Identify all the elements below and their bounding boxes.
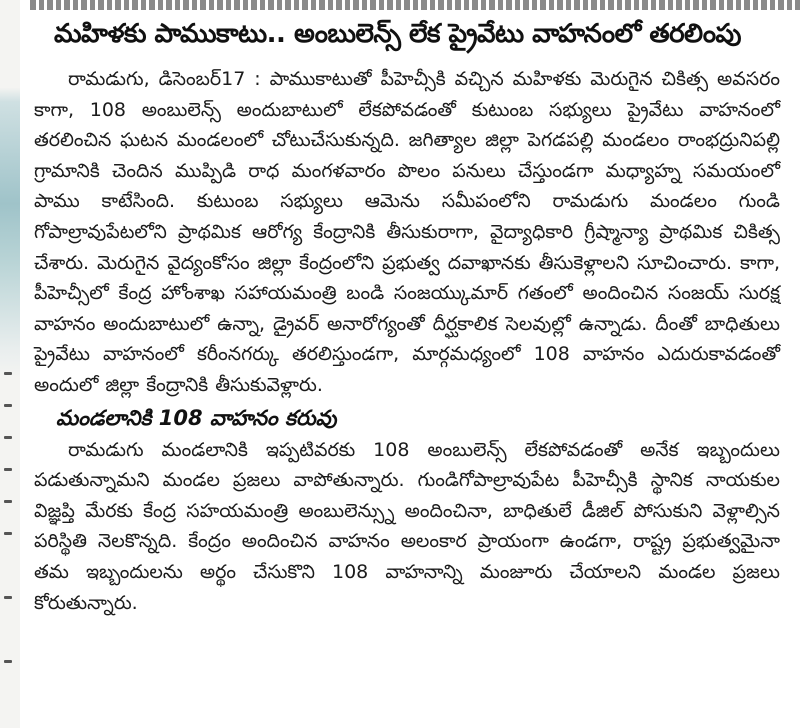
article-paragraph-1: రామడుగు, డిసెంబర్17 : పాముకాటుతో పీహెచ్సీకి వచ్చిన మహిళకు మెరుగైన చికిత్స అవసరం కాగా, 108 అంబులెన్స్ అందుబాటులో లేకపోవడంతో కుటుంబ సభ్యులు ప్రైవేటు వాహనంలో తరలించిన ఘటన మండలంలో చోటుచేసుకున్నది. జగిత్యాల జిల్లా పెగడపల్లి మండలం రాంభద్రునిపల్లి గ్రామానికి చెందిన ముప్పిడి రాధ మంగళవారం పొలం పనులు చేస్తుండగా మధ్యాహ్న సమయంలో పాము కాటేసింది. కుటుంబ సభ్యులు ఆమెను సమీపంలోని రామడుగు మండలం గుండి గోపాల్రావుపేటలోని ప్రాథమిక ఆరోగ్య కేంద్రానికి తీసుకురాగా, వైద్యాధికారి గ్రీష్మాన్యా ప్రాథమిక చికిత్స చేశారు. మెరుగైన వైద్యంకోసం జిల్లా కేంద్రంలోని ప్రభుత్వ దవాఖానకు తీసుకెళ్లాలని సూచించారు. కాగా, పీహెచ్సీలో కేంద్ర హోంశాఖ సహాయమంత్రి బండి సంజయ్కుమార్ గతంలో అందించిన సంజయ్ సురక్ష వాహనం అందుబాటులో ఉన్నా, డ్రైవర్ అనారోగ్యంతో దీర్ఘకాలిక సెలవుల్లో ఉన్నాడు. దీంతో బాధితులు ప్రైవేటు వాహనంలో కరీంనగర్కు తరలిస్తుండగా, మార్గమధ్యంలో 108 వాహనం ఎదురుకావడంతో అందులో జిల్లా కేంద్రానికి తీసుకువెళ్లారు. xyxy=(34,68,780,396)
text-fragment xyxy=(4,372,12,375)
text-fragment xyxy=(4,500,12,503)
text-fragment xyxy=(4,596,12,599)
article-subheading: మండలానికి 108 వాహనం కరువు xyxy=(56,405,337,430)
news-article xyxy=(34,14,780,618)
cropped-previous-line xyxy=(30,0,800,10)
article-paragraph-2: రామడుగు మండలానికి ఇప్పటివరకు 108 అంబులెన్స్ లేకపోవడంతో అనేక ఇబ్బందులు పడుతున్నామని మండల ప్రజలు వాపోతున్నారు. గుండిగోపాల్రావుపేట పీహెచ్సీకి స్థానిక నాయకుల విజ్ఞప్తి మేరకు కేంద్ర సహయమంత్రి అంబులెన్స్ను అందించినా, బాధితులే డీజిల్ పోసుకుని వెళ్లాల్సిన పరిస్థితి నెలకొన్నది. కేంద్రం అందించిన వాహనం అలంకార ప్రాయంగా ఉండగా, రాష్ట్ర ప్రభుత్వమైనా తమ ఇబ్బందులను అర్థం చేసుకొని 108 వాహనాన్ని మంజూరు చేయాలని మండల ప్రజలు కోరుతున్నారు. xyxy=(34,438,780,614)
text-fragment xyxy=(4,436,12,439)
text-fragment xyxy=(4,660,12,663)
text-fragment xyxy=(4,468,12,471)
adjacent-column-fragment xyxy=(0,0,20,728)
text-fragment xyxy=(4,532,12,535)
text-fragment xyxy=(4,404,12,407)
article-headline: మహిళకు పాముకాటు.. అంబులెన్స్ లేక ప్రైవేటు వాహనంలో తరలింపు xyxy=(54,19,741,49)
